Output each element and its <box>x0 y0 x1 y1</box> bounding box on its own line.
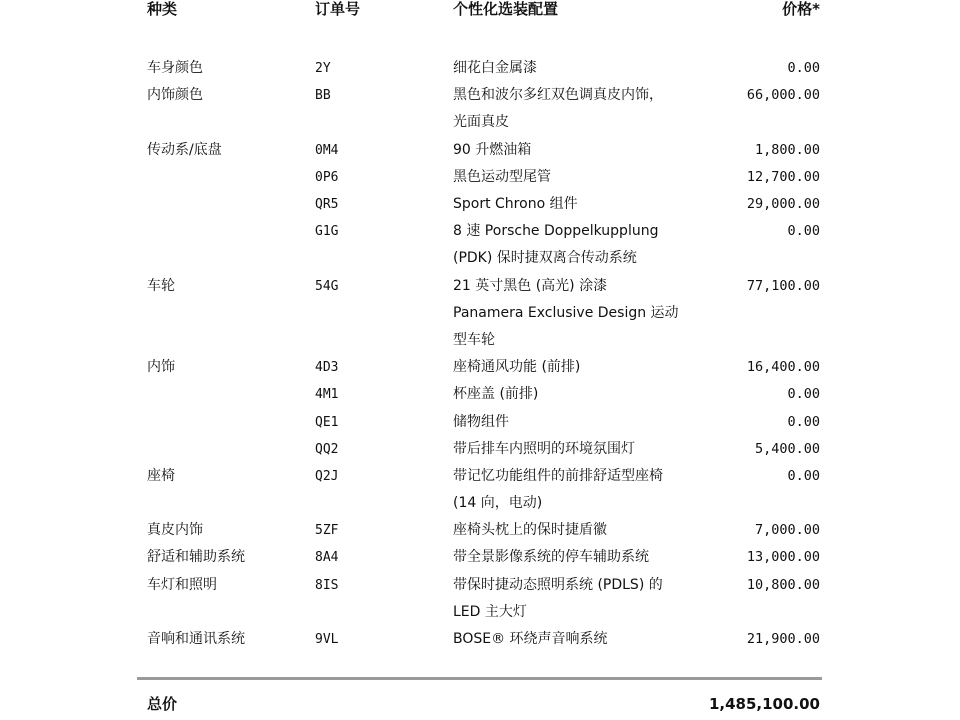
description-line: 黑色和波尔多红双色调真皮内饰， <box>453 87 663 104</box>
row-category: 真皮内饰 <box>147 522 203 539</box>
table-row <box>0 82 960 136</box>
row-price: 0.00 <box>787 386 820 403</box>
row-order-number: QE1 <box>315 414 339 430</box>
row-price: 0.00 <box>787 60 820 76</box>
row-category: 内饰颜色 <box>147 87 203 104</box>
row-category: 车轮 <box>147 277 175 294</box>
header-configuration: 个性化选装配置 <box>453 0 559 18</box>
row-order-number: QQ2 <box>315 441 339 457</box>
table-row <box>0 463 960 517</box>
description-line: 21 英寸黑色 (高光) 涂漆 <box>453 277 608 294</box>
row-description <box>453 55 703 82</box>
description-line: 杯座盖 (前排) <box>453 386 539 403</box>
row-price: 1,800.00 <box>754 141 820 158</box>
total-divider <box>137 677 822 680</box>
row-category: 座椅 <box>147 467 175 484</box>
row-order-number: 4D3 <box>315 360 339 376</box>
row-description <box>453 82 703 136</box>
row-description <box>453 517 703 544</box>
row-description <box>453 572 703 626</box>
row-order-number: 8IS <box>315 577 339 593</box>
row-price: 16,400.00 <box>746 359 820 376</box>
row-price: 0.00 <box>787 467 820 484</box>
table-row <box>0 137 960 164</box>
header-category: 种类 <box>147 0 178 18</box>
description-line: 座椅通风功能 (前排) <box>453 359 581 376</box>
header-order-number: 订单号 <box>315 0 361 18</box>
row-price: 5,400.00 <box>754 440 820 457</box>
row-order-number: 54G <box>315 278 339 294</box>
row-order-number: QR5 <box>315 196 339 212</box>
description-line: LED 主大灯 <box>453 603 527 620</box>
row-category: 车灯和照明 <box>147 576 217 593</box>
table-row <box>0 409 960 436</box>
table-row <box>0 354 960 381</box>
description-line: 带后排车内照明的环境氛围灯 <box>453 440 635 457</box>
row-category: 车身颜色 <box>147 60 203 76</box>
row-price: 10,800.00 <box>746 576 820 593</box>
description-line: 8 速 Porsche Doppelkupplung <box>453 223 659 240</box>
table-row <box>0 164 960 191</box>
description-line: Panamera Exclusive Design 运动 <box>453 304 679 321</box>
description-line: 带全景影像系统的停车辅助系统 <box>453 549 649 566</box>
table-row <box>0 55 960 82</box>
description-line: 90 升燃油箱 <box>453 141 532 158</box>
row-description <box>453 218 703 272</box>
table-row <box>0 544 960 571</box>
description-line: 座椅头枕上的保时捷盾徽 <box>453 522 607 539</box>
row-order-number: 8A4 <box>315 550 339 566</box>
row-price: 21,900.00 <box>746 631 820 648</box>
total-value: 1,485,100.00 <box>708 695 820 713</box>
row-order-number: G1G <box>315 224 339 240</box>
row-description <box>453 191 703 218</box>
description-line: 储物组件 <box>453 413 509 430</box>
row-order-number: 5ZF <box>315 523 339 539</box>
row-price: 12,700.00 <box>746 168 820 185</box>
row-description <box>453 273 703 355</box>
row-category: 舒适和辅助系统 <box>147 549 245 566</box>
row-description <box>453 381 703 408</box>
row-description <box>453 354 703 381</box>
table-row <box>0 572 960 626</box>
row-category: 音响和通讯系统 <box>147 631 245 648</box>
table-row <box>0 381 960 408</box>
description-line: 带保时捷动态照明系统 (PDLS) 的 <box>453 576 663 593</box>
row-order-number: BB <box>315 88 331 104</box>
row-order-number: 2Y <box>315 61 331 76</box>
row-order-number: 9VL <box>315 632 339 648</box>
table-row <box>0 517 960 544</box>
row-price: 0.00 <box>787 413 820 430</box>
row-price: 77,100.00 <box>746 277 820 294</box>
description-line: 带记忆功能组件的前排舒适型座椅 <box>453 467 663 484</box>
description-line: 光面真皮 <box>453 114 509 131</box>
row-description <box>453 626 703 653</box>
table-row <box>0 436 960 463</box>
row-price: 13,000.00 <box>746 549 820 566</box>
row-order-number: Q2J <box>315 468 339 484</box>
description-line: 黑色运动型尾管 <box>453 168 551 185</box>
row-order-number: 4M1 <box>315 387 339 403</box>
description-line: Sport Chrono 组件 <box>453 195 578 212</box>
total-label: 总价 <box>147 695 178 713</box>
table-row <box>0 626 960 653</box>
description-line: BOSE® 环绕声音响系统 <box>453 631 608 648</box>
row-order-number: 0P6 <box>315 169 339 185</box>
row-order-number: 0M4 <box>315 142 339 158</box>
row-price: 29,000.00 <box>746 195 820 212</box>
row-description <box>453 463 703 517</box>
description-line: 型车轮 <box>453 331 495 348</box>
row-description <box>453 137 703 164</box>
row-category: 传动系/底盘 <box>147 141 222 158</box>
table-row <box>0 218 960 272</box>
row-description <box>453 409 703 436</box>
row-description <box>453 164 703 191</box>
row-price: 66,000.00 <box>746 87 820 104</box>
description-line: (PDK) 保时捷双离合传动系统 <box>453 250 637 267</box>
description-line: (14 向，电动) <box>453 495 543 512</box>
options-table <box>0 55 960 653</box>
row-description <box>453 544 703 571</box>
description-line: 细花白金属漆 <box>453 60 537 76</box>
row-description <box>453 436 703 463</box>
row-price: 7,000.00 <box>754 522 820 539</box>
table-row <box>0 191 960 218</box>
header-price: 价格* <box>782 0 820 18</box>
table-row <box>0 273 960 355</box>
row-category: 内饰 <box>147 359 175 376</box>
row-price: 0.00 <box>787 223 820 240</box>
